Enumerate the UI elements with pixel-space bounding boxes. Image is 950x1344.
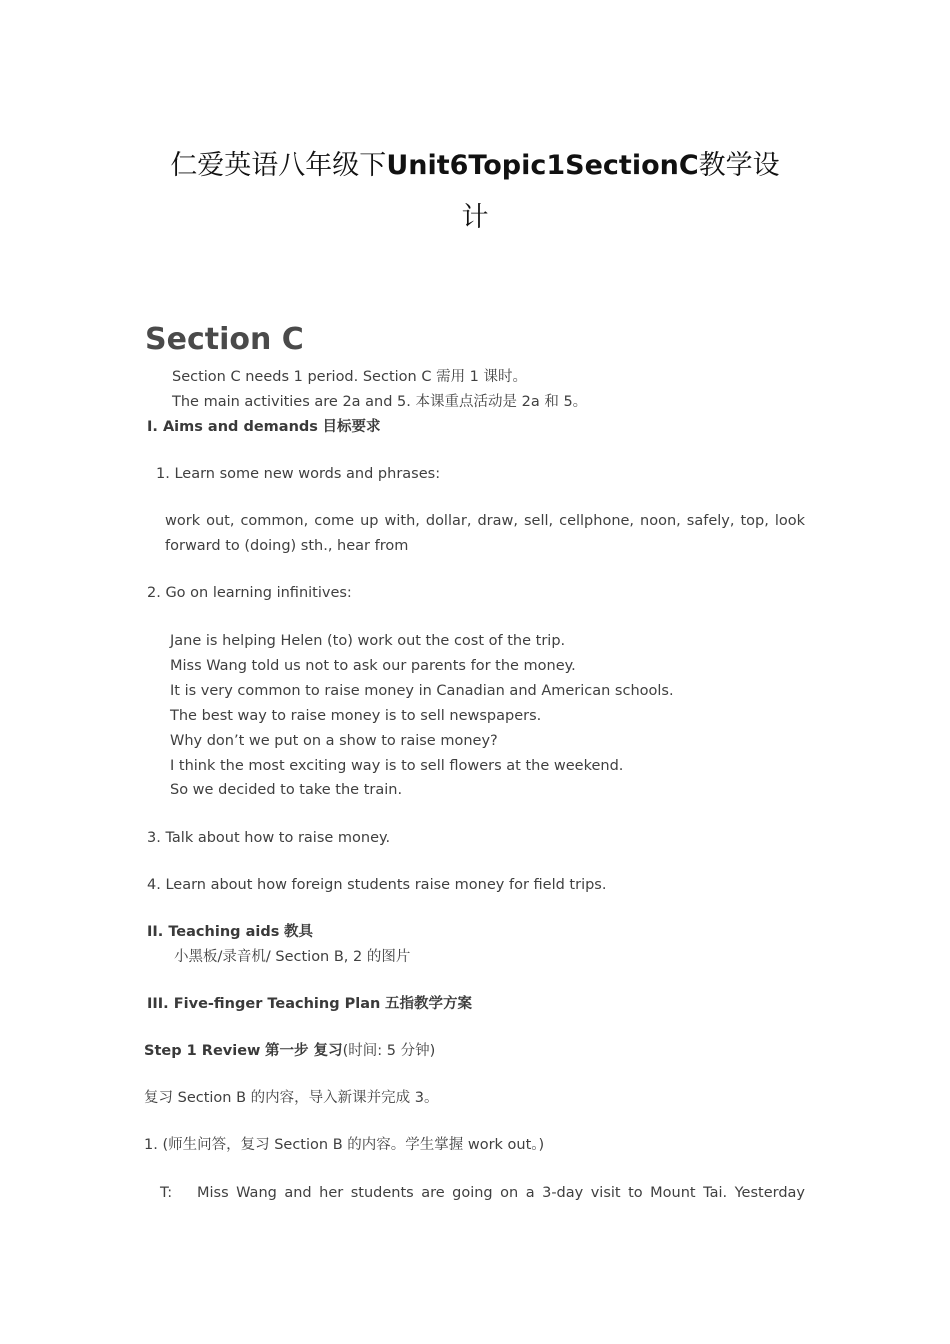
title-part-en: Unit6Topic1SectionC [386, 150, 699, 181]
step1-time: (时间: 5 分钟) [342, 1043, 436, 1059]
section-heading: Section C [145, 322, 304, 357]
aims-heading-cn: 目标要求 [322, 419, 381, 435]
example-sentence: Miss Wang told us not to ask our parents for the money. [170, 658, 576, 674]
title-part-cn: 仁爱英语八年级下 [170, 150, 387, 181]
example-sentence: So we decided to take the train. [170, 782, 403, 798]
title-part-cn-2: 教学设 [698, 150, 780, 181]
aids-content: 小黑板/录音机/ Section B, 2 的图片 [174, 949, 411, 965]
step1-item-1: 1. (师生问答，复习 Section B 的内容。学生掌握 work out。) [144, 1137, 545, 1153]
step1-label-cn: 第一步 复习 [265, 1043, 343, 1059]
document-title [145, 140, 805, 244]
aids-heading-en: II. Teaching aids [147, 924, 280, 940]
aids-heading-cn: 教具 [283, 924, 313, 940]
step1-heading [144, 1041, 435, 1061]
example-sentence: I think the most exciting way is to sell flowers at the weekend. [170, 758, 624, 774]
example-sentence: Why don’t we put on a show to raise money? [170, 733, 498, 749]
speaker-utterance: Miss Wang and her students are going on a 3-day visit to Mount Tai. Yesterday [197, 1185, 805, 1201]
plan-heading [147, 994, 472, 1014]
plan-heading-en: III. Five-finger Teaching Plan [147, 996, 381, 1012]
intro-line-2: The main activities are 2a and 5. 本课重点活动是 2a 和 5。 [172, 394, 588, 410]
example-sentence: It is very common to raise money in Canadian and American schools. [170, 683, 674, 699]
speaker-label: T: [160, 1185, 173, 1201]
step1-label: Step 1 Review [144, 1043, 261, 1059]
aims-heading [147, 417, 381, 437]
aids-heading [147, 922, 313, 942]
aims-item-2: 2. Go on learning infinitives: [147, 585, 352, 601]
aims-item-4: 4. Learn about how foreign students raise money for field trips. [147, 877, 607, 893]
aims-heading-en: I. Aims and demands [147, 419, 318, 435]
aims-item-1: 1. Learn some new words and phrases: [156, 466, 441, 482]
example-sentence: Jane is helping Helen (to) work out the cost of the trip. [170, 633, 566, 649]
example-sentence: The best way to raise money is to sell newspapers. [170, 708, 542, 724]
aims-item-3: 3. Talk about how to raise money. [147, 830, 391, 846]
vocabulary-list: work out, common, come up with, dollar, draw, sell, cellphone, noon, safely, top, look forward to (doing) sth., hear from [165, 513, 805, 554]
plan-heading-cn: 五指教学方案 [384, 996, 472, 1012]
intro-line-1: Section C needs 1 period. Section C 需用 1 课时。 [172, 369, 528, 385]
step1-description: 复习 Section B 的内容，导入新课并完成 3。 [144, 1090, 439, 1106]
title-part-cn-3: 计 [461, 202, 489, 233]
